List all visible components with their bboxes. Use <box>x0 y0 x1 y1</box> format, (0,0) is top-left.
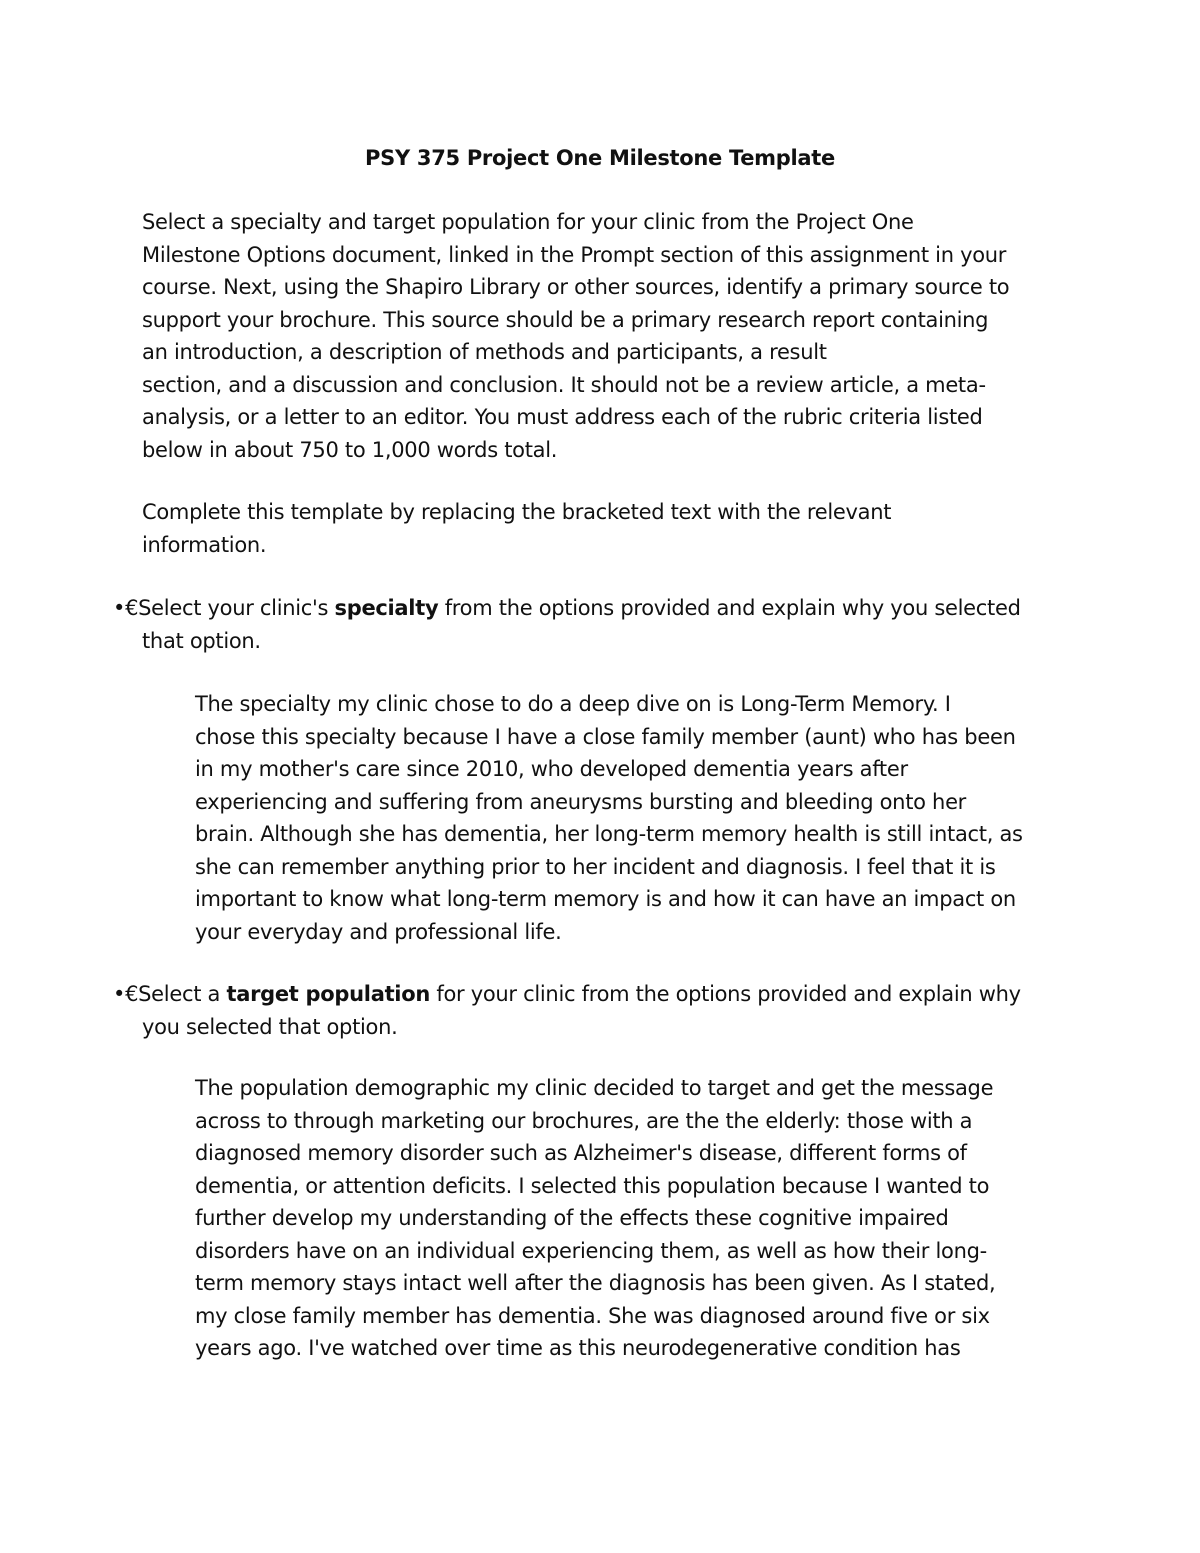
document-title: PSY 375 Project One Milestone Template <box>365 146 835 170</box>
text-line: below in about 750 to 1,000 words total. <box>142 437 558 462</box>
answer-specialty <box>195 688 1075 948</box>
question-text-pre: Select your clinic's <box>138 596 335 620</box>
text-line: The specialty my clinic chose to do a deep dive on is Long-Term Memory. I <box>195 692 951 716</box>
text-line: she can remember anything prior to her incident and diagnosis. I feel that it is <box>195 854 996 879</box>
intro-paragraph <box>142 206 1072 466</box>
text-line: dementia, or attention deficits. I selected this population because I wanted to <box>195 1173 990 1198</box>
question-text-post: for your clinic from the options provided and explain why <box>430 982 1021 1006</box>
text-line: brain. Although she has dementia, her long-term memory health is still intact, as <box>195 822 1023 846</box>
bullet-marker: •€ <box>113 596 139 620</box>
question-continuation: you selected that option. <box>142 1014 398 1039</box>
text-line: experiencing and suffering from aneurysms bursting and bleeding onto her <box>195 789 967 814</box>
question-continuation: that option. <box>142 628 261 653</box>
text-line: your everyday and professional life. <box>195 919 562 944</box>
text-line: Select a specialty and target population for your clinic from the Project One <box>142 210 914 234</box>
text-line: across to through marketing our brochures, are the the elderly: those with a <box>195 1108 973 1133</box>
text-line: important to know what long-term memory is and how it can have an impact on <box>195 887 1016 911</box>
text-line: support your brochure. This source should be a primary research report containing <box>142 307 989 332</box>
text-line: an introduction, a description of methods and participants, a result <box>142 340 827 364</box>
text-line: in my mother's care since 2010, who developed dementia years after <box>195 757 908 781</box>
bullet-marker: •€ <box>113 982 139 1006</box>
question-specialty <box>113 592 1073 657</box>
question-target-population <box>113 978 1073 1043</box>
text-line: disorders have on an individual experiencing them, as well as how their long- <box>195 1238 987 1263</box>
answer-target-population <box>195 1072 1075 1365</box>
text-line: Complete this template by replacing the bracketed text with the relevant <box>142 500 892 524</box>
question-line <box>113 592 1073 625</box>
text-line: diagnosed memory disorder such as Alzheimer's disease, different forms of <box>195 1141 967 1165</box>
text-line: The population demographic my clinic decided to target and get the message <box>195 1076 994 1100</box>
question-text-pre: Select a <box>138 982 227 1006</box>
text-line: further develop my understanding of the effects these cognitive impaired <box>195 1206 949 1230</box>
question-keyword: target population <box>226 982 430 1006</box>
text-line: course. Next, using the Shapiro Library or other sources, identify a primary source to <box>142 275 1010 299</box>
text-line: Milestone Options document, linked in the Prompt section of this assignment in your <box>142 242 1007 267</box>
question-text-post: from the options provided and explain why you selected <box>438 596 1021 620</box>
text-line: chose this specialty because I have a close family member (aunt) who has been <box>195 724 1016 749</box>
question-line <box>113 978 1073 1011</box>
question-keyword: specialty <box>334 596 439 620</box>
text-line: term memory stays intact well after the diagnosis has been given. As I stated, <box>195 1271 996 1295</box>
text-line: years ago. I've watched over time as this neurodegenerative condition has <box>195 1336 961 1360</box>
text-line: analysis, or a letter to an editor. You must address each of the rubric criteria listed <box>142 405 983 429</box>
text-line: information. <box>142 532 267 557</box>
instruction-paragraph <box>142 496 1072 561</box>
text-line: section, and a discussion and conclusion. It should not be a review article, a meta- <box>142 372 986 397</box>
text-line: my close family member has dementia. She was diagnosed around five or six <box>195 1303 990 1328</box>
